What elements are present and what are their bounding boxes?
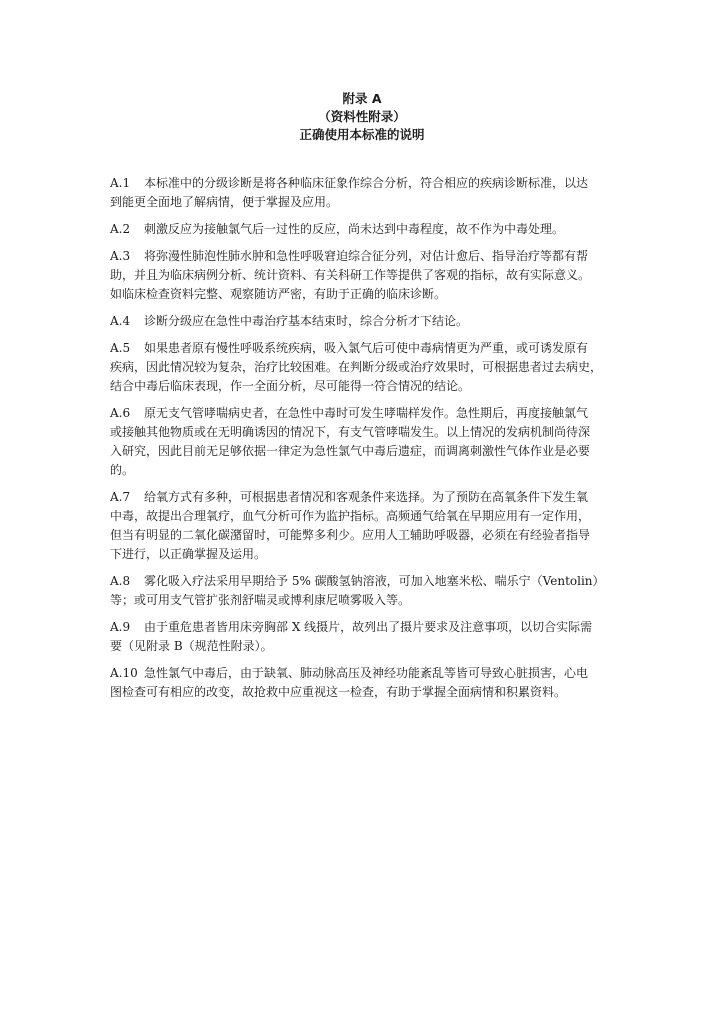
clause-text: 雾化吸入疗法采用早期给予 5% 碳酸氢钠溶液，可加入地塞米松、喘乐宁（Ventolin） [144, 574, 605, 588]
clause-number: A.6 [110, 406, 131, 420]
clause-number: A.5 [110, 341, 131, 355]
clause-text: 给氧方式有多种，可根据患者情况和客观条件来选择。为了预防在高氧条件下发生氧 [144, 490, 589, 504]
paragraph-line [110, 404, 618, 423]
paragraph-line [110, 312, 618, 331]
paragraph-line: 疾病，因此情况较为复杂，治疗比较困难。在判断分级或治疗效果时，可根据患者过去病史， [110, 360, 603, 374]
paragraph-line [110, 339, 618, 358]
paragraph-line: 但当有明显的二氧化碳潴留时，可能弊多利少。应用人工辅助呼吸器，必须在有经验者指导 [110, 528, 591, 542]
paragraph-line: 等；或可用支气管扩张剂舒喘灵或博利康尼喷雾吸入等。 [110, 593, 411, 607]
paragraph-line: 入研究，因此目前无足够依据一律定为急性氯气中毒后遗症，而调离刺激性气体作业是必要 [110, 444, 591, 458]
clause-text: 刺激反应为接触氯气后一过性的反应，尚未达到中毒程度，故不作为中毒处理。 [144, 222, 565, 236]
appendix-subtitle: （资料性附录） [318, 109, 406, 124]
paragraph-a-2 [110, 220, 618, 239]
paragraph-line: 中毒，故提出合理氧疗，血气分析可作为监护指标。高频通气给氧在早期应用有一定作用， [110, 509, 591, 523]
paragraph-a-6 [110, 404, 618, 480]
clause-text: 本标准中的分级诊断是将各种临床征象作综合分析，符合相应的疾病诊断标准，以达 [144, 176, 589, 190]
paragraph-line [110, 220, 618, 239]
clause-number: A.1 [110, 176, 131, 190]
clause-text: 由于重危患者皆用床旁胸部 X 线摄片，故列出了摄片要求及注意事项，以切合实际需 [144, 620, 593, 634]
paragraph-line: 或接触其他物质或在无明确诱因的情况下，有支气管哮喘发生。以上情况的发病机制尚待深 [110, 425, 591, 439]
paragraph-line: 要（见附录 B（规范性附录）。 [110, 639, 273, 653]
clause-text: 原无支气管哮喘病史者，在急性中毒时可发生哮喘样发作。急性期后，再度接触氯气 [144, 406, 589, 420]
paragraph-line: 如临床检查资料完整、观察随访严密，有助于正确的临床诊断。 [110, 287, 447, 301]
clause-number: A.8 [110, 574, 131, 588]
paragraph-line [110, 572, 618, 591]
clause-text: 如果患者原有慢性呼吸系统疾病，吸入氯气后可使中毒病情更为严重，或可诱发原有 [144, 341, 589, 355]
paragraph-a-10 [110, 664, 618, 702]
paragraph-line [110, 664, 618, 683]
clause-number: A.2 [110, 222, 131, 236]
paragraph-a-4 [110, 312, 618, 331]
paragraph-a-7 [110, 488, 618, 564]
appendix-heading: 正确使用本标准的说明 [299, 127, 425, 142]
appendix-body [110, 174, 618, 710]
clause-text: 将弥漫性肺泡性肺水肿和急性呼吸窘迫综合征分列，对估计愈后、指导治疗等都有帮 [144, 249, 589, 263]
clause-number: A.10 [110, 666, 138, 680]
clause-text: 诊断分级应在急性中毒治疗基本结束时，综合分析才下结论。 [144, 314, 469, 328]
paragraph-a-1 [110, 174, 618, 212]
clause-number: A.7 [110, 490, 131, 504]
clause-number: A.4 [110, 314, 131, 328]
paragraph-line: 助，并且为临床病例分析、统计资料、有关科研工作等提供了客观的指标，故有实际意义。 [110, 268, 591, 282]
appendix-title: 附录 A [342, 91, 382, 106]
clause-number: A.9 [110, 620, 131, 634]
paragraph-a-3 [110, 247, 618, 304]
paragraph-a-8 [110, 572, 618, 610]
paragraph-line: 的。 [110, 463, 135, 477]
clause-text: 急性氯气中毒后，由于缺氧、肺动脉高压及神经功能紊乱等皆可导致心脏损害，心电 [144, 666, 589, 680]
paragraph-line [110, 488, 618, 507]
paragraph-line: 到能更全面地了解病情，便于掌握及应用。 [110, 195, 339, 209]
paragraph-line: 下进行，以正确掌握及运用。 [110, 547, 267, 561]
paragraph-line [110, 618, 618, 637]
paragraph-line [110, 174, 618, 193]
paragraph-a-5 [110, 339, 618, 396]
paragraph-a-9 [110, 618, 618, 656]
paragraph-line [110, 247, 618, 266]
paragraph-line: 结合中毒后临床表现，作一全面分析，尽可能得一符合情况的结论。 [110, 379, 471, 393]
paragraph-line: 图检查可有相应的改变，故抢救中应重视这一检查，有助于掌握全面病情和积累资料。 [110, 685, 567, 699]
clause-number: A.3 [110, 249, 131, 263]
appendix-header [0, 90, 724, 144]
